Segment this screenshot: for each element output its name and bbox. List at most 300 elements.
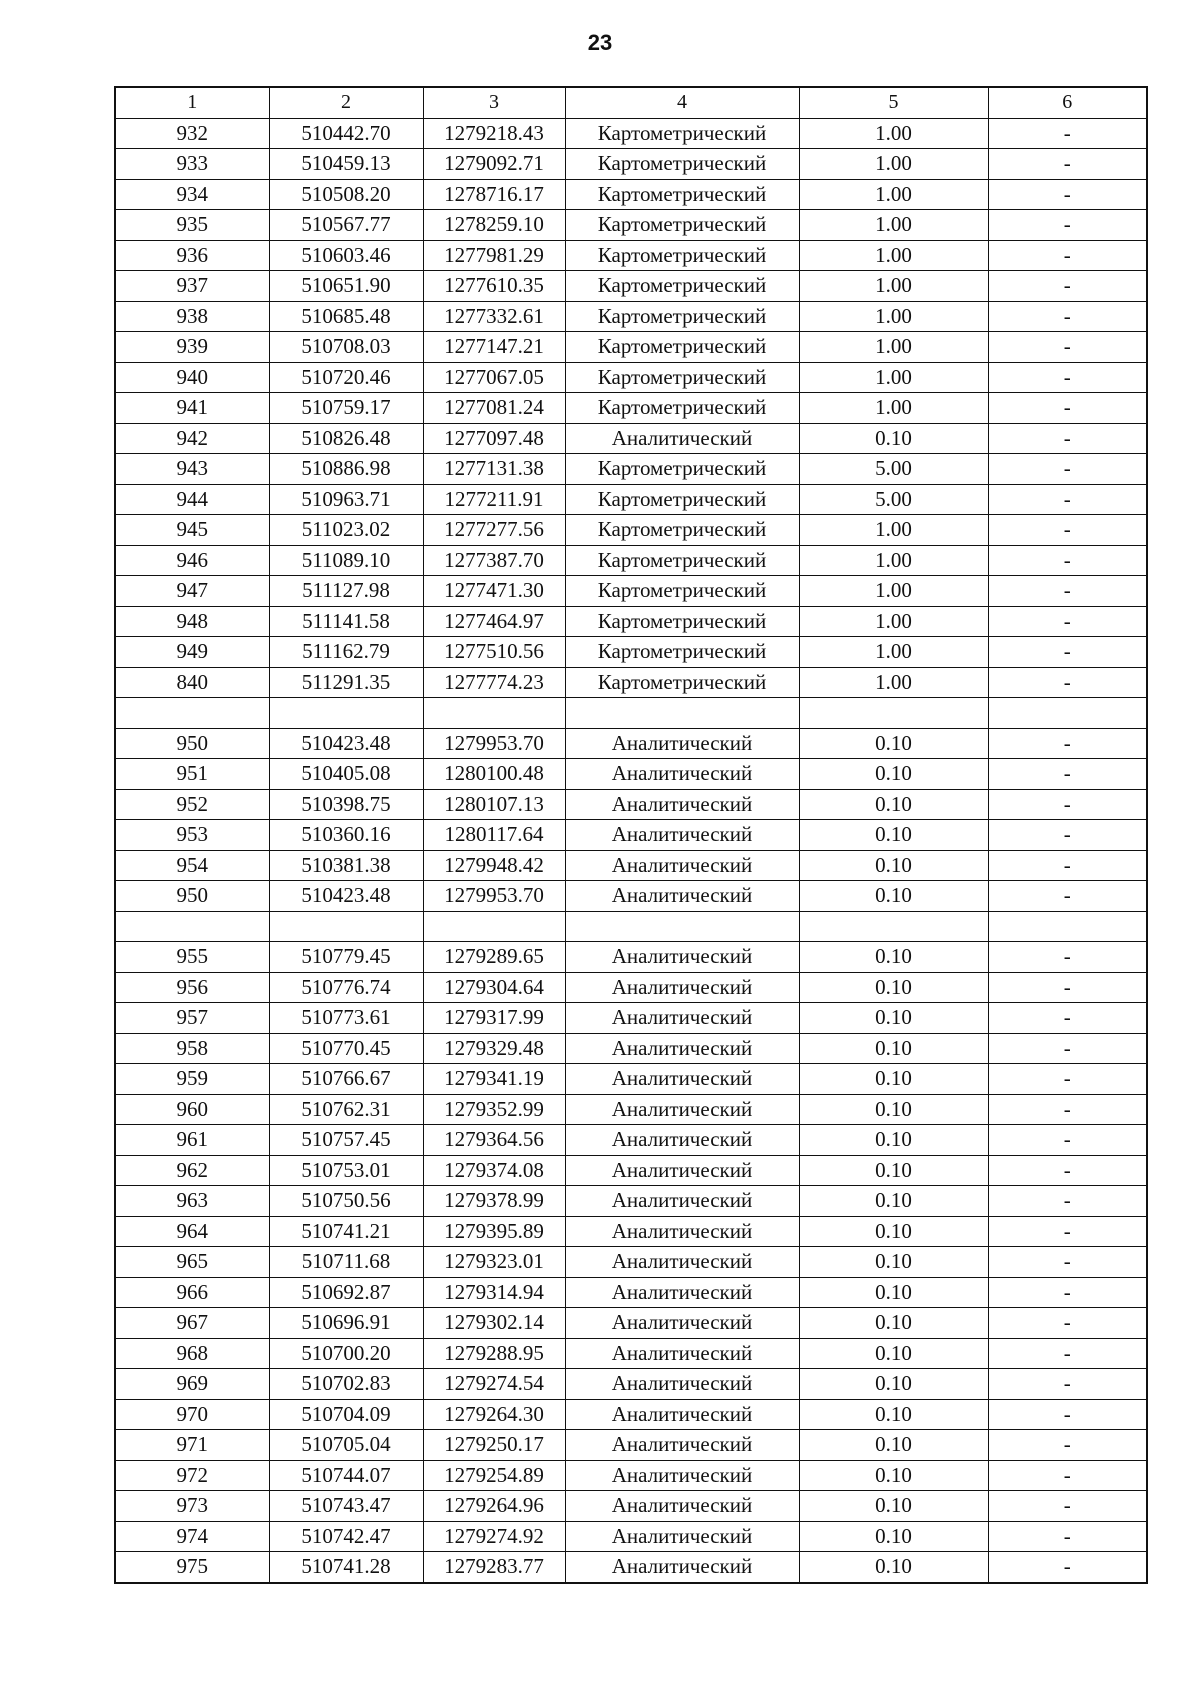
table-cell: 510750.56 [269, 1186, 423, 1217]
table-cell: - [988, 728, 1147, 759]
table-cell: - [988, 179, 1147, 210]
column-header: 1 [115, 87, 269, 118]
table-cell: 958 [115, 1033, 269, 1064]
table-cell: 1277510.56 [423, 637, 565, 668]
table-row [115, 271, 1147, 302]
table-cell [988, 698, 1147, 729]
table-row [115, 1155, 1147, 1186]
table-cell: 0.10 [799, 759, 988, 790]
table-cell: 956 [115, 972, 269, 1003]
table-cell: 1277387.70 [423, 545, 565, 576]
table-cell: 1277147.21 [423, 332, 565, 363]
table-cell: 1280117.64 [423, 820, 565, 851]
table-cell: 1279395.89 [423, 1216, 565, 1247]
table-cell: - [988, 972, 1147, 1003]
table-cell: Аналитический [565, 1094, 799, 1125]
table-cell: - [988, 1155, 1147, 1186]
table-row [115, 1064, 1147, 1095]
table-cell: 936 [115, 240, 269, 271]
table-cell: - [988, 789, 1147, 820]
table-cell: - [988, 393, 1147, 424]
table-cell: 1278259.10 [423, 210, 565, 241]
table-cell: 1279341.19 [423, 1064, 565, 1095]
table-cell: 510770.45 [269, 1033, 423, 1064]
table-row [115, 1216, 1147, 1247]
table-cell: 952 [115, 789, 269, 820]
table-cell: 946 [115, 545, 269, 576]
table-cell: 0.10 [799, 1247, 988, 1278]
table-cell: Картометрический [565, 149, 799, 180]
table-cell: - [988, 759, 1147, 790]
table-row [115, 789, 1147, 820]
table-cell [565, 698, 799, 729]
table-cell: 510759.17 [269, 393, 423, 424]
table-cell: Аналитический [565, 1155, 799, 1186]
table-cell: 947 [115, 576, 269, 607]
table-row [115, 393, 1147, 424]
table-cell: 1277211.91 [423, 484, 565, 515]
table-cell: - [988, 332, 1147, 363]
table-cell: 939 [115, 332, 269, 363]
table-cell: - [988, 606, 1147, 637]
table-cell: 1.00 [799, 667, 988, 698]
table-cell: - [988, 1216, 1147, 1247]
table-cell: 0.10 [799, 1094, 988, 1125]
table-cell: 511127.98 [269, 576, 423, 607]
table-cell: 510744.07 [269, 1460, 423, 1491]
table-cell: Аналитический [565, 1521, 799, 1552]
table-row [115, 1033, 1147, 1064]
spacer-row [115, 911, 1147, 942]
table-cell: 1279254.89 [423, 1460, 565, 1491]
table-cell: - [988, 576, 1147, 607]
table-row [115, 1521, 1147, 1552]
table-cell: 1279274.54 [423, 1369, 565, 1400]
table-cell: - [988, 1399, 1147, 1430]
table-cell: - [988, 1491, 1147, 1522]
table-cell: 0.10 [799, 1125, 988, 1156]
table-row [115, 1369, 1147, 1400]
table-cell: 968 [115, 1338, 269, 1369]
table-cell: - [988, 1125, 1147, 1156]
table-cell: 1277471.30 [423, 576, 565, 607]
table-cell: 974 [115, 1521, 269, 1552]
table-cell: Аналитический [565, 423, 799, 454]
table-cell: 5.00 [799, 484, 988, 515]
table-cell: - [988, 881, 1147, 912]
table-cell: 1280107.13 [423, 789, 565, 820]
table-cell: 0.10 [799, 728, 988, 759]
table-cell: 971 [115, 1430, 269, 1461]
column-header: 2 [269, 87, 423, 118]
table-cell: 0.10 [799, 1216, 988, 1247]
table-cell: 1277332.61 [423, 301, 565, 332]
table-cell: 1.00 [799, 301, 988, 332]
table-cell: 1277131.38 [423, 454, 565, 485]
table-cell: - [988, 454, 1147, 485]
table-row [115, 1338, 1147, 1369]
spacer-row [115, 698, 1147, 729]
table-cell: 1279374.08 [423, 1155, 565, 1186]
table-cell: - [988, 210, 1147, 241]
table-cell: 510696.91 [269, 1308, 423, 1339]
table-cell: 510704.09 [269, 1399, 423, 1430]
table-cell: 511141.58 [269, 606, 423, 637]
table-cell: - [988, 423, 1147, 454]
table-row [115, 728, 1147, 759]
table-cell: 0.10 [799, 1399, 988, 1430]
table-cell: 955 [115, 942, 269, 973]
table-cell: 962 [115, 1155, 269, 1186]
table-row [115, 515, 1147, 546]
table-cell: - [988, 1064, 1147, 1095]
table-cell: 510708.03 [269, 332, 423, 363]
table-cell: Картометрический [565, 393, 799, 424]
table-cell: Аналитический [565, 1247, 799, 1278]
table-cell: 510381.38 [269, 850, 423, 881]
table-cell: 945 [115, 515, 269, 546]
coordinates-table [114, 86, 1148, 1584]
table-cell: 1.00 [799, 637, 988, 668]
column-header: 6 [988, 87, 1147, 118]
table-cell: - [988, 1094, 1147, 1125]
table-cell: 953 [115, 820, 269, 851]
table-row [115, 606, 1147, 637]
table-cell: Картометрический [565, 301, 799, 332]
table-cell: 0.10 [799, 1308, 988, 1339]
table-cell: Аналитический [565, 1399, 799, 1430]
table-cell: 1277097.48 [423, 423, 565, 454]
table-cell: 975 [115, 1552, 269, 1583]
table-cell: 0.10 [799, 820, 988, 851]
table-cell: 1279314.94 [423, 1277, 565, 1308]
table-cell: 942 [115, 423, 269, 454]
table-cell: 0.10 [799, 789, 988, 820]
table-cell: 950 [115, 728, 269, 759]
table-cell: 1277981.29 [423, 240, 565, 271]
table-cell: 0.10 [799, 1186, 988, 1217]
table-cell: 1279302.14 [423, 1308, 565, 1339]
table-cell: 957 [115, 1003, 269, 1034]
table-cell: 1277464.97 [423, 606, 565, 637]
table-cell: - [988, 484, 1147, 515]
table-cell: - [988, 515, 1147, 546]
table-cell: 0.10 [799, 1003, 988, 1034]
table-cell: 511023.02 [269, 515, 423, 546]
table-cell: Аналитический [565, 1125, 799, 1156]
table-cell: 966 [115, 1277, 269, 1308]
table-row [115, 240, 1147, 271]
table-cell: Аналитический [565, 1186, 799, 1217]
table-cell: 510405.08 [269, 759, 423, 790]
table-row [115, 942, 1147, 973]
table-cell [269, 911, 423, 942]
table-row [115, 545, 1147, 576]
table-cell: Картометрический [565, 576, 799, 607]
table-row [115, 637, 1147, 668]
table-cell: 1.00 [799, 179, 988, 210]
table-cell: - [988, 637, 1147, 668]
table-cell: 1279948.42 [423, 850, 565, 881]
table-cell: 969 [115, 1369, 269, 1400]
table-cell: - [988, 240, 1147, 271]
table-row [115, 484, 1147, 515]
table-cell: 1279264.30 [423, 1399, 565, 1430]
table-row [115, 1247, 1147, 1278]
table-cell: 511291.35 [269, 667, 423, 698]
table-cell: - [988, 1247, 1147, 1278]
table-row [115, 149, 1147, 180]
table-row [115, 667, 1147, 698]
table-cell [423, 911, 565, 942]
table-cell [799, 911, 988, 942]
table-cell: 510776.74 [269, 972, 423, 1003]
table-cell: 951 [115, 759, 269, 790]
table-cell: 1279953.70 [423, 728, 565, 759]
table-cell: Аналитический [565, 1003, 799, 1034]
table-cell: Аналитический [565, 1552, 799, 1583]
table-cell [115, 911, 269, 942]
table-cell: 1.00 [799, 332, 988, 363]
table-cell: 0.10 [799, 972, 988, 1003]
table-cell: Аналитический [565, 972, 799, 1003]
table-cell: 1.00 [799, 149, 988, 180]
table-cell: Аналитический [565, 881, 799, 912]
table-cell: - [988, 1521, 1147, 1552]
table-cell: Картометрический [565, 484, 799, 515]
table-cell: 940 [115, 362, 269, 393]
table-cell: 0.10 [799, 1064, 988, 1095]
table-cell: 1.00 [799, 210, 988, 241]
table-cell: - [988, 271, 1147, 302]
table-cell: Аналитический [565, 1430, 799, 1461]
table-cell: 1279364.56 [423, 1125, 565, 1156]
table-row [115, 850, 1147, 881]
table-cell: - [988, 850, 1147, 881]
table-cell: Картометрический [565, 637, 799, 668]
table-cell: - [988, 820, 1147, 851]
table-cell: 938 [115, 301, 269, 332]
table-cell: 1279317.99 [423, 1003, 565, 1034]
table-row [115, 1125, 1147, 1156]
table-cell: Аналитический [565, 759, 799, 790]
table-cell: 510762.31 [269, 1094, 423, 1125]
table-cell: 1.00 [799, 393, 988, 424]
table-cell: 510773.61 [269, 1003, 423, 1034]
table-cell: Аналитический [565, 1064, 799, 1095]
table-cell: 510963.71 [269, 484, 423, 515]
table-cell: 0.10 [799, 1552, 988, 1583]
table-cell: 1279092.71 [423, 149, 565, 180]
table-cell: 510779.45 [269, 942, 423, 973]
table-cell: 1.00 [799, 576, 988, 607]
table-cell: 0.10 [799, 1521, 988, 1552]
table-cell: Аналитический [565, 1033, 799, 1064]
table-cell: - [988, 1430, 1147, 1461]
table-cell: - [988, 1308, 1147, 1339]
table-cell: - [988, 149, 1147, 180]
table-cell: 941 [115, 393, 269, 424]
table-row [115, 179, 1147, 210]
table-cell: 1.00 [799, 118, 988, 149]
table-cell: Аналитический [565, 728, 799, 759]
table-cell: Аналитический [565, 820, 799, 851]
table-cell: 1277277.56 [423, 515, 565, 546]
table-cell: 510442.70 [269, 118, 423, 149]
table-cell: 935 [115, 210, 269, 241]
column-header: 5 [799, 87, 988, 118]
table-cell: 5.00 [799, 454, 988, 485]
table-cell: - [988, 362, 1147, 393]
table-cell: 510567.77 [269, 210, 423, 241]
table-cell: 510742.47 [269, 1521, 423, 1552]
table-cell [565, 911, 799, 942]
table-row [115, 759, 1147, 790]
table-cell: 0.10 [799, 1369, 988, 1400]
table-cell [799, 698, 988, 729]
table-cell: - [988, 1277, 1147, 1308]
table-cell: 1279378.99 [423, 1186, 565, 1217]
table-row [115, 1308, 1147, 1339]
table-cell: 1277774.23 [423, 667, 565, 698]
table-cell: 965 [115, 1247, 269, 1278]
table-cell: 0.10 [799, 942, 988, 973]
table-cell [988, 911, 1147, 942]
table-cell: 510757.45 [269, 1125, 423, 1156]
table-cell: 0.10 [799, 1033, 988, 1064]
table-cell: Картометрический [565, 118, 799, 149]
table-cell: 1.00 [799, 515, 988, 546]
table-cell: 1279218.43 [423, 118, 565, 149]
table-cell [269, 698, 423, 729]
table-header [115, 87, 1147, 118]
table-cell: 0.10 [799, 1338, 988, 1369]
table-row [115, 118, 1147, 149]
table-cell: - [988, 667, 1147, 698]
table-cell: - [988, 1369, 1147, 1400]
table-cell: 510423.48 [269, 728, 423, 759]
table-cell: Аналитический [565, 1338, 799, 1369]
table-cell: 970 [115, 1399, 269, 1430]
table-row [115, 1430, 1147, 1461]
table-cell: Аналитический [565, 1216, 799, 1247]
table-row [115, 1094, 1147, 1125]
table-cell: - [988, 545, 1147, 576]
table-cell: 0.10 [799, 881, 988, 912]
table-cell: 1279329.48 [423, 1033, 565, 1064]
table-cell: 972 [115, 1460, 269, 1491]
table-cell: Аналитический [565, 789, 799, 820]
table-row [115, 332, 1147, 363]
page-number: 23 [587, 30, 613, 55]
table-cell: Картометрический [565, 332, 799, 363]
table-cell: Аналитический [565, 850, 799, 881]
table-cell: - [988, 1338, 1147, 1369]
table-cell: 510826.48 [269, 423, 423, 454]
table-cell: Картометрический [565, 362, 799, 393]
table-row [115, 1491, 1147, 1522]
table-cell: 948 [115, 606, 269, 637]
table-cell: 510398.75 [269, 789, 423, 820]
table-cell: - [988, 1033, 1147, 1064]
table-cell: 0.10 [799, 1277, 988, 1308]
table-cell: 510741.21 [269, 1216, 423, 1247]
table-cell: Аналитический [565, 1308, 799, 1339]
table-row [115, 972, 1147, 1003]
table-cell: Картометрический [565, 515, 799, 546]
table-cell: - [988, 1552, 1147, 1583]
table-cell: 1279953.70 [423, 881, 565, 912]
table-cell: Аналитический [565, 1491, 799, 1522]
table-cell: 933 [115, 149, 269, 180]
table-row [115, 301, 1147, 332]
table-cell [423, 698, 565, 729]
table-cell: Аналитический [565, 942, 799, 973]
table-cell: 944 [115, 484, 269, 515]
table-cell: 510603.46 [269, 240, 423, 271]
table-cell: Картометрический [565, 667, 799, 698]
table-body [115, 118, 1147, 1583]
table-cell: 961 [115, 1125, 269, 1156]
table-cell: 0.10 [799, 1430, 988, 1461]
table-cell: 964 [115, 1216, 269, 1247]
table-cell: 510886.98 [269, 454, 423, 485]
table-cell: 1279323.01 [423, 1247, 565, 1278]
table-cell: - [988, 1003, 1147, 1034]
table-cell: Аналитический [565, 1277, 799, 1308]
table-row [115, 1277, 1147, 1308]
table-cell: 1.00 [799, 271, 988, 302]
table-cell: 1278716.17 [423, 179, 565, 210]
table-cell: 0.10 [799, 1460, 988, 1491]
table-cell: 1279250.17 [423, 1430, 565, 1461]
table-row [115, 362, 1147, 393]
table-cell: 840 [115, 667, 269, 698]
table-cell: 1279304.64 [423, 972, 565, 1003]
table-cell: 954 [115, 850, 269, 881]
table-cell: 1280100.48 [423, 759, 565, 790]
table-cell: 967 [115, 1308, 269, 1339]
table-cell: Аналитический [565, 1369, 799, 1400]
table-cell: 1277081.24 [423, 393, 565, 424]
table-cell: Картометрический [565, 271, 799, 302]
table-cell: Картометрический [565, 210, 799, 241]
table-cell: 1277610.35 [423, 271, 565, 302]
table-row [115, 210, 1147, 241]
column-header: 3 [423, 87, 565, 118]
table-cell: 943 [115, 454, 269, 485]
table-row [115, 423, 1147, 454]
table-cell: 0.10 [799, 1155, 988, 1186]
table-cell: Картометрический [565, 240, 799, 271]
table-cell: 510459.13 [269, 149, 423, 180]
table-cell: - [988, 118, 1147, 149]
table-cell: 0.10 [799, 1491, 988, 1522]
table-cell: 949 [115, 637, 269, 668]
table-cell: 510741.28 [269, 1552, 423, 1583]
table-cell: 510705.04 [269, 1430, 423, 1461]
table-cell: 1279288.95 [423, 1338, 565, 1369]
table-cell: 1279352.99 [423, 1094, 565, 1125]
table-cell: 937 [115, 271, 269, 302]
table-cell: 510692.87 [269, 1277, 423, 1308]
table-cell: Картометрический [565, 179, 799, 210]
column-header: 4 [565, 87, 799, 118]
table-cell: 950 [115, 881, 269, 912]
table-cell: Картометрический [565, 545, 799, 576]
table-cell: 1277067.05 [423, 362, 565, 393]
table-row [115, 576, 1147, 607]
